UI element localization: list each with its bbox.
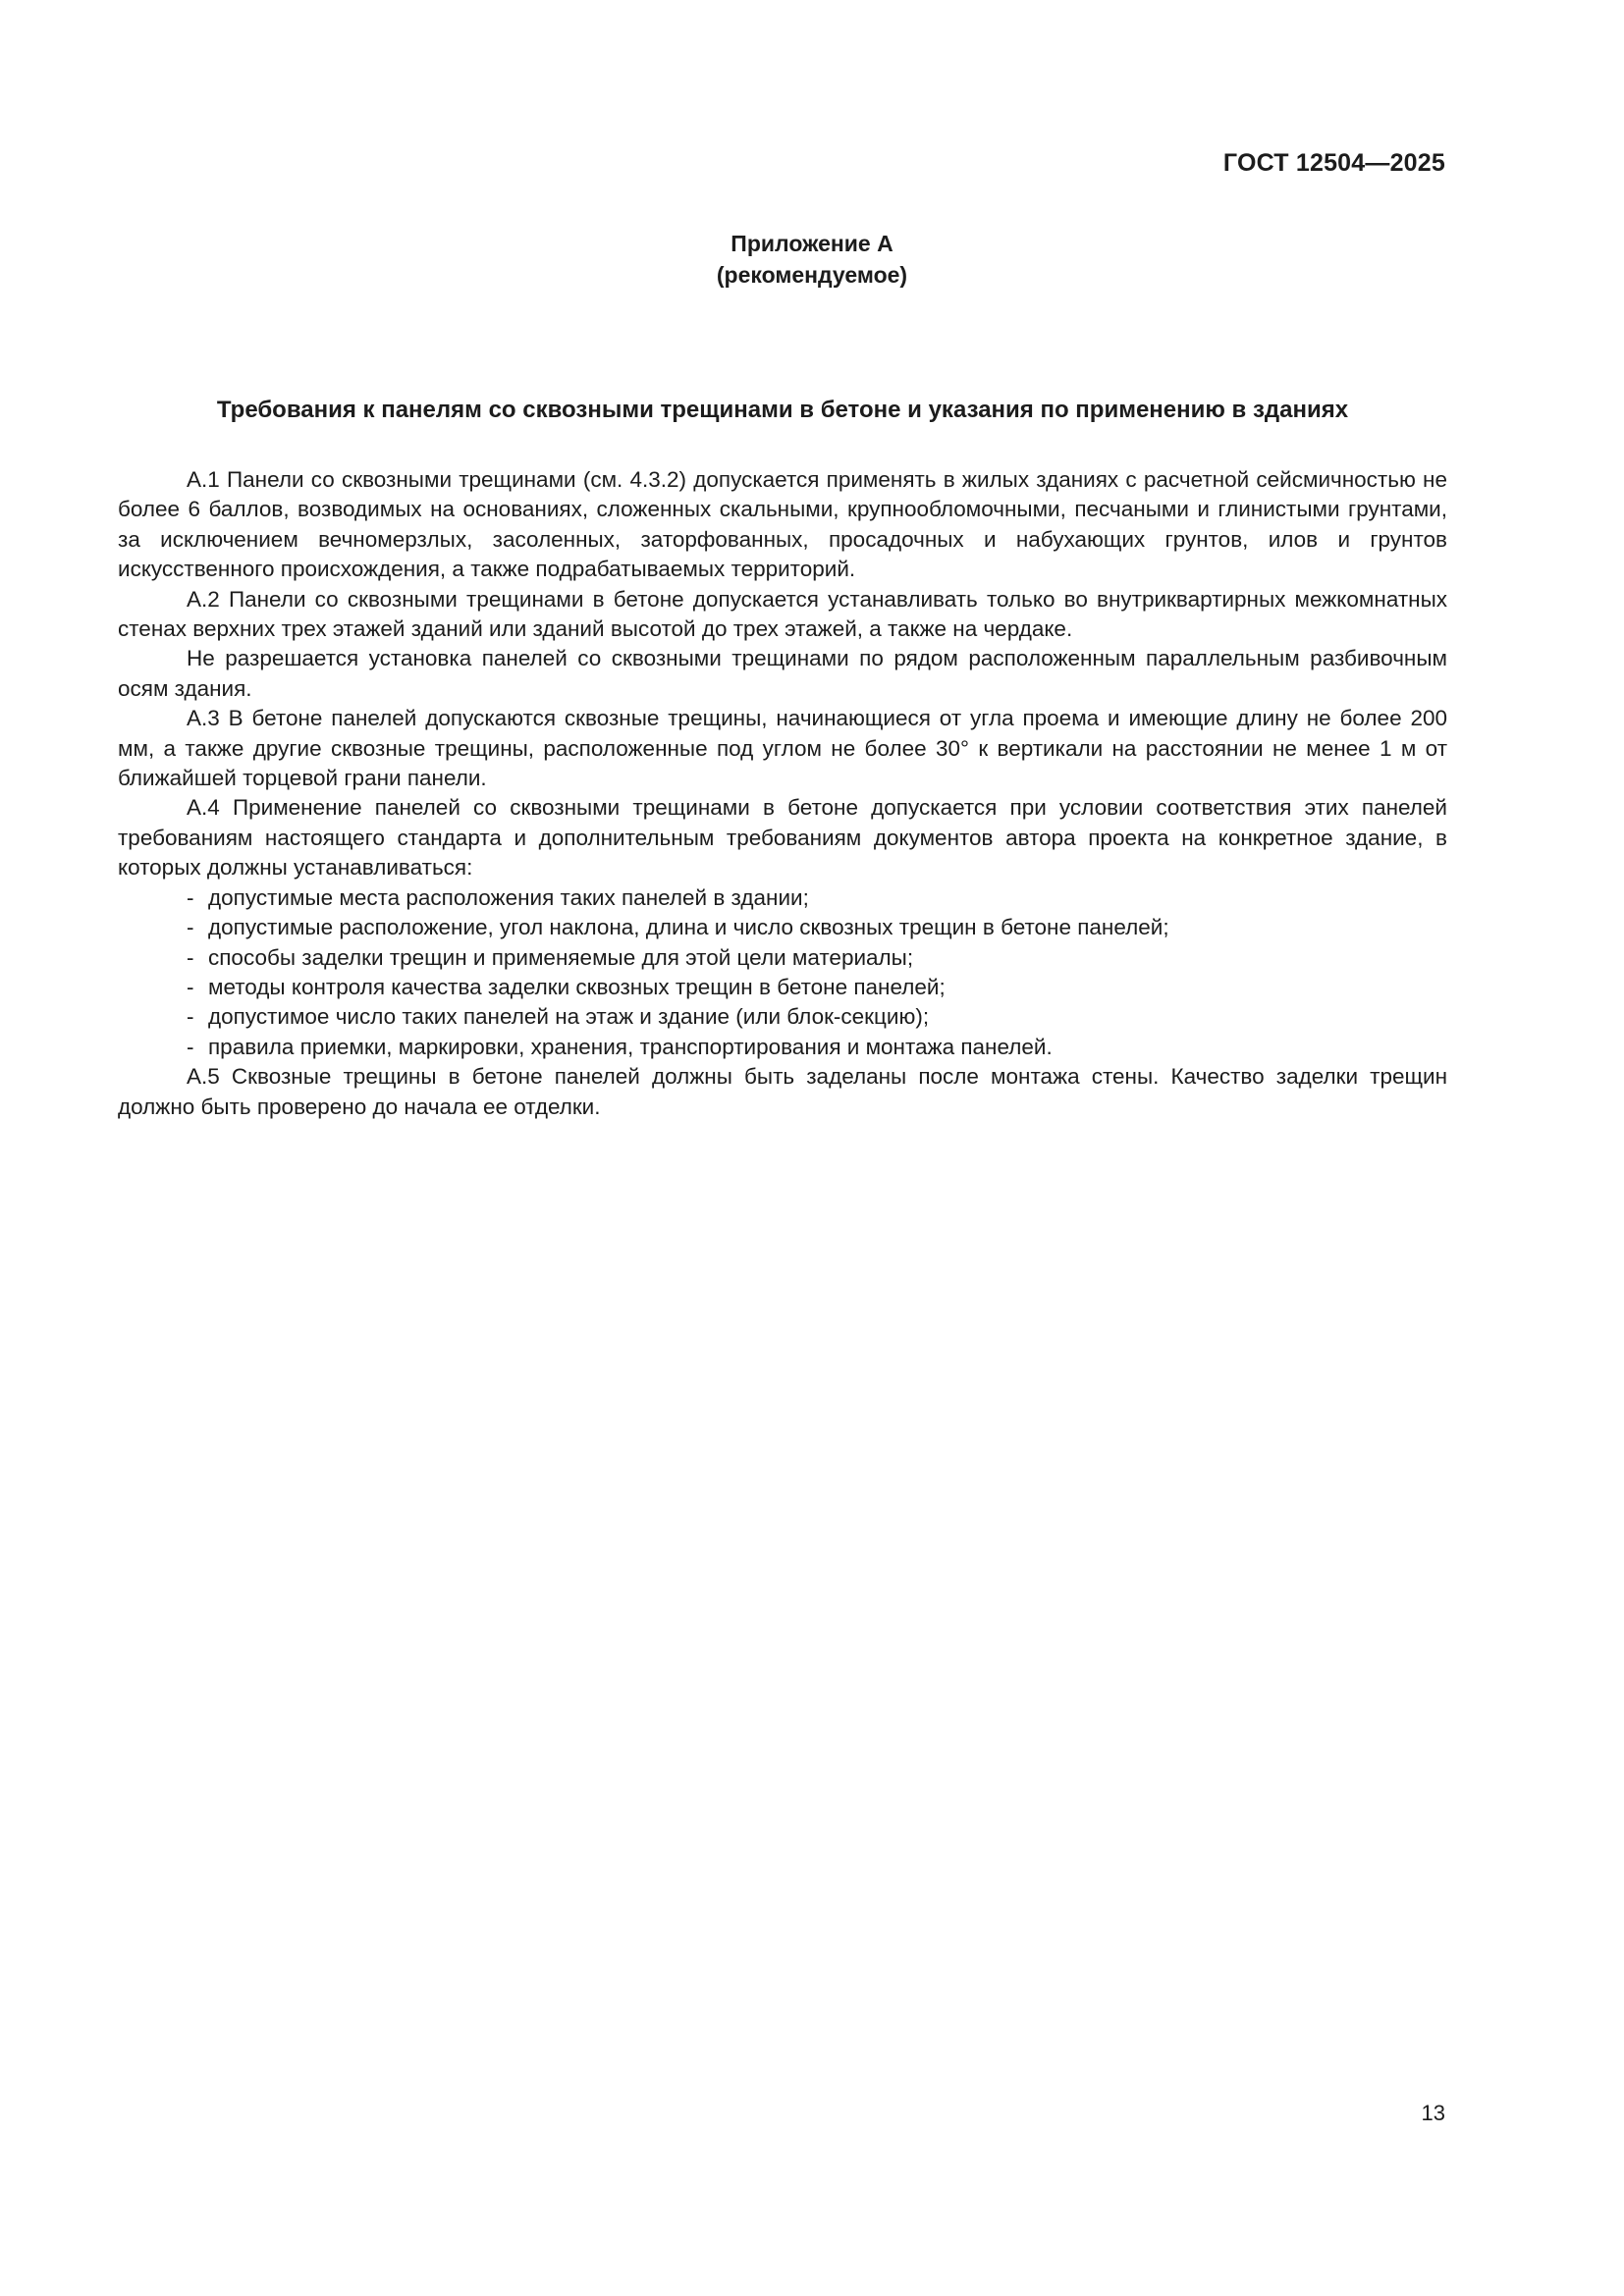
section-title: Требования к панелям со сквозными трещинами в бетоне и указания по применению в зданиях <box>216 397 1349 423</box>
list-item-text: допустимое число таких панелей на этаж и здание (или блок-секцию); <box>208 1004 930 1030</box>
list-marker: - <box>187 915 194 940</box>
list-marker: - <box>187 884 194 910</box>
list-item <box>187 973 1447 1002</box>
list-item <box>187 913 1447 942</box>
list-item <box>187 883 1447 913</box>
list-item-text: допустимые расположение, угол наклона, длина и число сквозных трещин в бетоне панелей; <box>208 915 1169 940</box>
appendix-status: (рекомендуемое) <box>716 262 908 288</box>
appendix-heading <box>0 228 1624 291</box>
paragraph-a4: А.4 Применение панелей со сквозными трещинами в бетоне допускается при условии соответствия этих панелей требованиям настоящего стандарта и дополнительным требованиям документов автора проекта на конкретное здание, в которых должны устанавливаться: <box>118 795 1447 881</box>
list-item-text: способы заделки трещин и применяемые для этой цели материалы; <box>208 944 914 970</box>
list-item <box>187 1033 1447 1062</box>
page-number: 13 <box>1421 2101 1445 2125</box>
appendix-label: Приложение А <box>731 231 893 256</box>
list-item-text: методы контроля качества заделки сквозных трещин в бетоне панелей; <box>208 974 946 999</box>
paragraph-a5: А.5 Сквозные трещины в бетоне панелей должны быть заделаны после монтажа стены. Качество заделки трещин должно быть проверено до начала ее отделки. <box>118 1064 1447 1119</box>
list-marker: - <box>187 1034 194 1059</box>
list-item-text: допустимые места расположения таких панелей в здании; <box>208 884 809 910</box>
list-item-text: правила приемки, маркировки, хранения, транспортирования и монтажа панелей. <box>208 1034 1053 1059</box>
requirements-list <box>118 883 1447 1062</box>
document-body <box>118 465 1447 1122</box>
list-marker: - <box>187 944 194 970</box>
list-marker: - <box>187 1004 194 1030</box>
paragraph-a1: А.1 Панели со сквозными трещинами (см. 4.3.2) допускается применять в жилых зданиях с расчетной сейсмичностью не более 6 баллов, возводимых на основаниях, сложенных скальными, крупнообломочными, песчаными и глинистыми грунтами, за исключением вечномерзлых, засоленных, заторфованных, просадочных и набухающих грунтов, илов и грунтов искусственного происхождения, а также подрабатываемых территорий. <box>118 467 1447 582</box>
list-item <box>187 943 1447 973</box>
paragraph-a2: А.2 Панели со сквозными трещинами в бетоне допускается устанавливать только во внутриквартирных межкомнатных стенах верхних трех этажей зданий или зданий высотой до трех этажей, а также на чердаке. <box>118 586 1447 642</box>
paragraph-a3: А.3 В бетоне панелей допускаются сквозные трещины, начинающиеся от угла проема и имеющие длину не более 200 мм, а также другие сквозные трещины, расположенные под углом не более 30° к вертикали на расстоянии не менее 1 м от ближайшей торцевой грани панели. <box>118 706 1447 791</box>
list-item <box>187 1002 1447 1032</box>
list-marker: - <box>187 974 194 999</box>
document-code: ГОСТ 12504—2025 <box>1222 149 1445 177</box>
paragraph-a2-note: Не разрешается установка панелей со сквозными трещинами по рядом расположенным параллельным разбивочным осям здания. <box>118 646 1447 701</box>
